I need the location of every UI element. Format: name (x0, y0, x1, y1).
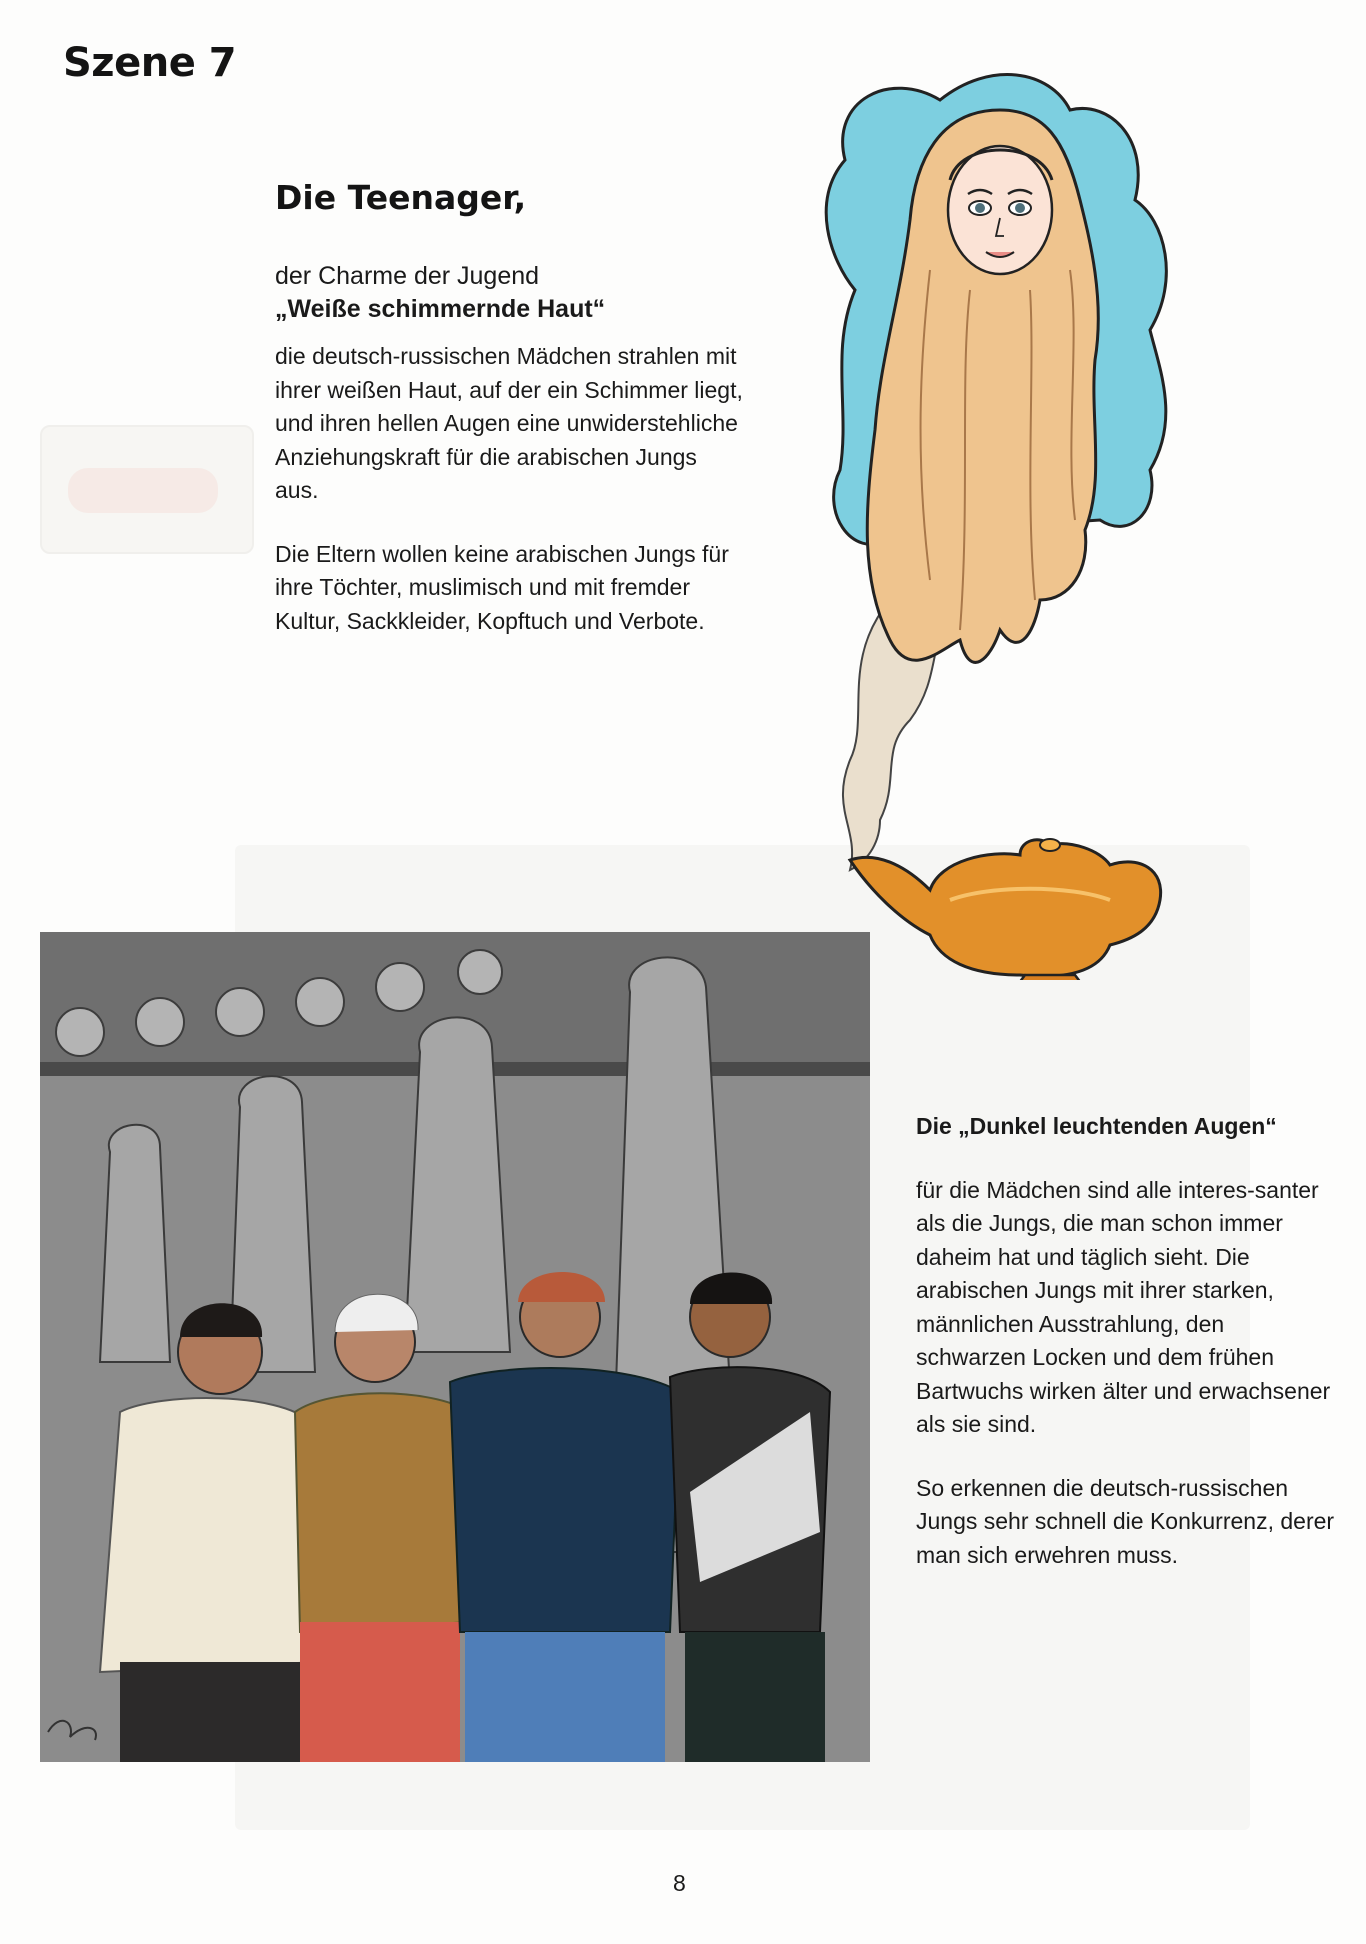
paragraph: Die Eltern wollen keine arabischen Jungs für ihre Töchter, muslimisch und mit fremder Kultur, Sackkleider, Kopftuch und Verbote. (275, 540, 729, 634)
oil-lamp (850, 839, 1161, 980)
genie-illustration (820, 40, 1180, 980)
right-text-block (916, 1110, 1336, 1572)
paragraph: für die Mädchen sind alle interes-santer als die Jungs, die man schon immer daheim hat und täglich sieht. Die arabischen Jungs mit ihrer starken, männlichen Ausstrahlung, den schwarzen Locken und dem frühen Bartwuchs wirken älter und erwachsener als sie sind. (916, 1176, 1331, 1437)
bleed-through-button-shape (68, 468, 218, 513)
paragraph: So erkennen die deutsch-russischen Jungs sehr schnell die Konkurrenz, derer man sich erwehren muss. (916, 1474, 1335, 1568)
painting-illustration (40, 932, 870, 1762)
right-subheading: Die „Dunkel leuchtenden Augen“ (916, 1113, 1277, 1139)
section-heading: Die Teenager, (275, 178, 527, 217)
intro-highlight: „Weiße schimmernde Haut“ (275, 295, 606, 323)
scene-title: Szene 7 (63, 40, 237, 86)
paragraph: die deutsch-russischen Mädchen strahlen mit ihrer weißen Haut, auf der ein Schimmer liegt, und ihren hellen Augen eine unwiderstehliche Anziehungskraft für die arabischen Jungs aus. (275, 343, 743, 503)
page-number: 8 (673, 1870, 686, 1896)
intro-block (275, 260, 745, 638)
intro-line: der Charme der Jugend (275, 262, 540, 290)
